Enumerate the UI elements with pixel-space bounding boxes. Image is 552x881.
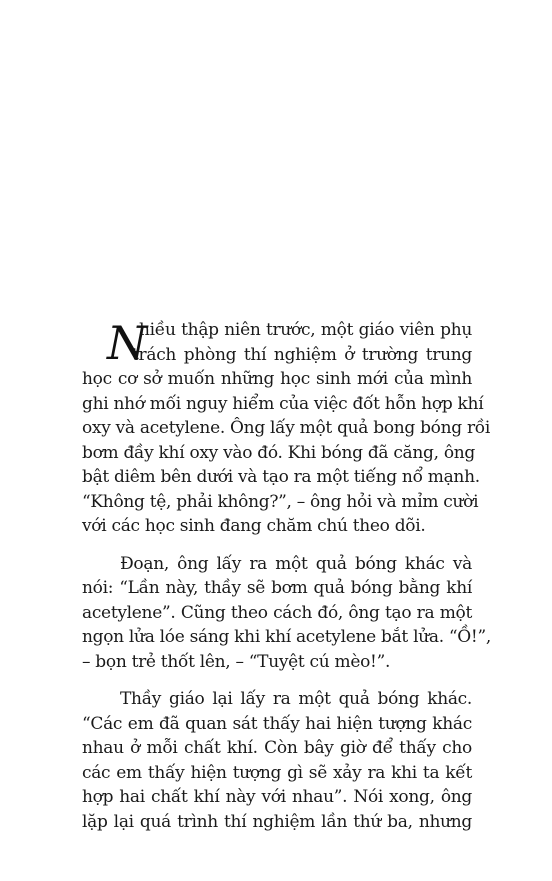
text-line: học cơ sở muốn những học sinh mới của mình bbox=[82, 369, 472, 389]
text-line: ghi nhớ mối nguy hiểm của việc đốt hỗn hợp khí bbox=[82, 393, 484, 414]
drop-cap: N bbox=[107, 316, 147, 370]
text-line: Đoạn, ông lấy ra một quả bóng khác và bbox=[120, 553, 472, 574]
text-line: trách phòng thí nghiệm ở trường trung bbox=[132, 344, 472, 365]
text-line: bật diêm bên dưới và tạo ra một tiếng nổ mạnh. bbox=[82, 467, 480, 487]
text-line: oxy và acetylene. Ông lấy một quả bong bóng rồi bbox=[82, 418, 491, 438]
text-line: Thầy giáo lại lấy ra một quả bóng khác. bbox=[120, 689, 472, 709]
text-line: ngọn lửa lóe sáng khi khí acetylene bắt lửa. “Ồ!”, bbox=[82, 627, 491, 647]
paragraph-3 bbox=[82, 687, 472, 834]
text-line: với các học sinh đang chăm chú theo dõi. bbox=[82, 516, 426, 536]
text-line: – bọn trẻ thốt lên, – “Tuyệt cú mèo!”. bbox=[82, 651, 391, 672]
text-line: “Không tệ, phải không?”, – ông hỏi và mỉm cười bbox=[82, 491, 479, 512]
text-line: lặp lại quá trình thí nghiệm lần thứ ba, nhưng bbox=[82, 811, 472, 832]
text-line: hợp hai chất khí này với nhau”. Nói xong, ông bbox=[82, 787, 472, 807]
text-line: “Các em đã quan sát thấy hai hiện tượng khác bbox=[82, 713, 472, 734]
text-line: nói: “Lần này, thầy sẽ bơm quả bóng bằng khí bbox=[82, 578, 472, 598]
text-line: hiều thập niên trước, một giáo viên phụ bbox=[139, 320, 472, 340]
text-line: acetylene”. Cũng theo cách đó, ông tạo ra một bbox=[82, 602, 472, 623]
body-text bbox=[82, 316, 491, 847]
text-line: nhau ở mỗi chất khí. Còn bây giờ để thấy cho bbox=[82, 738, 472, 758]
text-line: các em thấy hiện tượng gì sẽ xảy ra khi ta kết bbox=[82, 762, 472, 783]
paragraph-1 bbox=[82, 316, 491, 539]
paragraph-2 bbox=[82, 552, 491, 675]
text-line: bơm đầy khí oxy vào đó. Khi bóng đã căng, ông bbox=[82, 442, 475, 463]
